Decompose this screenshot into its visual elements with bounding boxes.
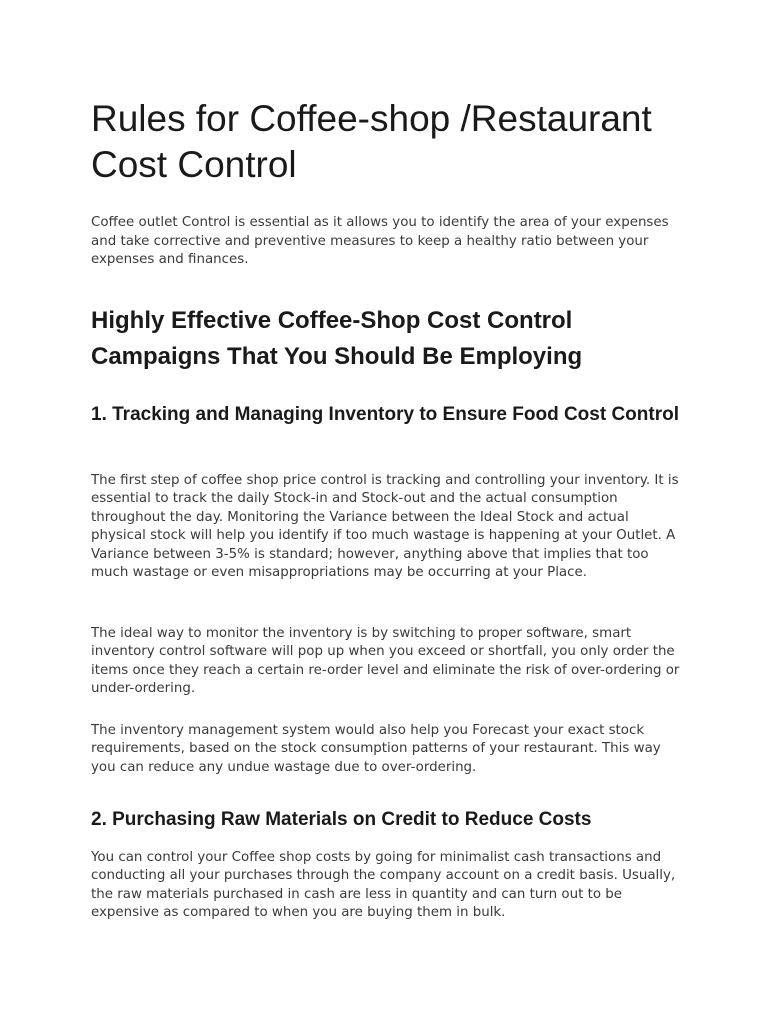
paragraph-inventory-forecast: The inventory management system would also help you Forecast your exact stock requirements, based on the stock consumption patterns of your restaurant. This way you can reduce any undue wastage due to over-ordering. xyxy=(91,723,661,775)
main-heading: Highly Effective Coffee-Shop Cost Control Campaigns That You Should Be Employing xyxy=(91,307,583,370)
paragraph-inventory-tracking: The first step of coffee shop price control is tracking and controlling your inventory. It is essential to track the daily Stock-in and Stock-out and the actual consumption throughout the day. Monitoring the Variance between the Ideal Stock and actual physical stock will help you identify if too much wastage is happening at your Outlet. A Variance between 3-5% is standard; however, anything above that implies that too much wastage or even misappropriations may be occurring at your Place. xyxy=(91,473,679,581)
section-heading-inventory: 1. Tracking and Managing Inventory to Ensure Food Cost Control xyxy=(91,404,679,425)
paragraph-inventory-software: The ideal way to monitor the inventory is by switching to proper software, smart inventory control software will pop up when you exceed or shortfall, you only order the items once they reach a certain re-order level and eliminate the risk of over-ordering or under-ordering. xyxy=(91,626,680,697)
section-heading-credit: 2. Purchasing Raw Materials on Credit to Reduce Costs xyxy=(91,809,592,830)
intro-paragraph: Coffee outlet Control is essential as it allows you to identify the area of your expenses and take corrective and preventive measures to keep a healthy ratio between your expenses and finances. xyxy=(91,215,669,267)
page-title: Rules for Coffee-shop /Restaurant Cost Control xyxy=(91,98,652,185)
paragraph-credit-purchasing: You can control your Coffee shop costs by going for minimalist cash transactions and conducting all your purchases through the company account on a credit basis. Usually, the raw materials purchased in cash are less in quantity and can turn out to be expensive as compared to when you are buying them in bulk. xyxy=(91,850,676,921)
